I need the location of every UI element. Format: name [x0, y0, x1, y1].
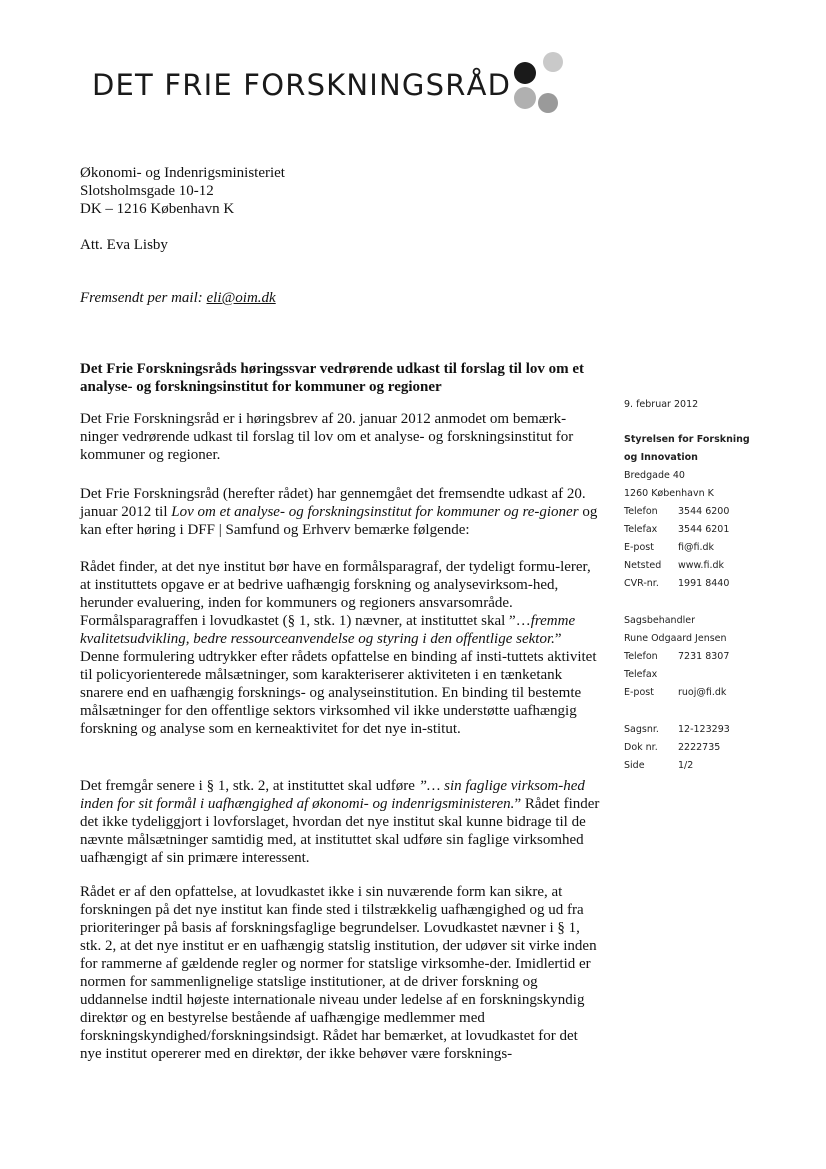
contact-row-label: Netsted [624, 560, 662, 571]
contact-row-value: 3544 6201 [678, 524, 730, 535]
logo-dots-icon [508, 48, 578, 118]
sent-by-mail [80, 290, 276, 307]
contact-row [624, 557, 750, 575]
contact-row [624, 575, 750, 593]
paragraph-5: Rådet er af den opfattelse, at lovudkastet ikke i sin nuværende form kan sikre, at forskningen på det nye institut kan finde sted i tilstrækkelig uafhængighed og ud fra prioriteringer på basis af forskningsfaglige begrundelser. Lovudkastet nævner i § 1, stk. 2, at det nye institut er en uafhængig statslig institution, der udøver sit virke inden for rammerne af gældende regler og normer for statslige virksomhe-der. Imidlertid er normen for sammenlignelige statslige institutioner, at de driver forskning og uddannelse indtil højeste internationale niveau under ledelse af en forskningskyndig direktør og en bestyrelse bestående af uafhængige medlemmer med forskningskyndighed/forskningsindsigt. Rådet har bemærket, at lovudkastet for det nye institut opererer med en direktør, der ikke behøver være forsknings- [80, 884, 597, 1062]
org-contacts [624, 503, 750, 593]
reference-row-label: Dok nr. [624, 742, 658, 753]
paragraph-3 [80, 558, 600, 738]
recipient-line-3: DK – 1216 København K [80, 201, 235, 217]
handler-contact-row-label: E-post [624, 687, 654, 698]
contact-row [624, 503, 750, 521]
org-street: Bredgade 40 [624, 470, 685, 481]
org-name-line-2: og Innovation [624, 452, 698, 463]
contact-row-value: fi@fi.dk [678, 542, 715, 553]
paragraph-2 [80, 485, 600, 539]
quote-italic-2: ”… sin faglige virksom-hed inden for sit formål i uafhængighed af økonomi- og indenrigsministeren. [80, 778, 585, 812]
case-references [624, 721, 730, 775]
paragraph-2-text-c: og kan efter høring i DFF | Samfund og Erhverv bemærke følgende: [80, 504, 598, 538]
org-name-line-1: Styrelsen for Forskning [624, 434, 750, 445]
handler-contact-row [624, 648, 729, 666]
handler-contact-row [624, 684, 729, 702]
paragraph-3-text-a: Rådet finder, at det nye institut bør have en formålsparagraf, der tydeligt formu-lerer, at instituttets opgave er at bedrive uafhængig forskning og analysevirksom-hed, herunder evaluering, inden for kommuners og regioners ansvarsområde. Formålsparagraffen i lovudkastet (§ 1, stk. 1) nævner, at instituttet skal ”… [80, 559, 591, 629]
document-title: Det Frie Forskningsråds høringssvar vedrørende udkast til forslag til lov om et analyse- og forskningsinstitut for kommuner og regioner [80, 361, 585, 395]
reference-row-label: Side [624, 760, 645, 771]
reference-row [624, 757, 730, 775]
letter-date: 9. februar 2012 [624, 399, 699, 410]
contact-row [624, 521, 750, 539]
paragraph-4 [80, 777, 600, 867]
reference-row [624, 739, 730, 757]
reference-row-label: Sagsnr. [624, 724, 659, 735]
recipient-line-2: Slotsholmsgade 10-12 [80, 183, 214, 199]
reference-row [624, 721, 730, 739]
handler-contact-row-label: Telefon [624, 651, 658, 662]
reference-row-value: 2222735 [678, 742, 721, 753]
handler-contact-row-label: Telefax [624, 669, 658, 680]
sidebar-references [624, 721, 730, 775]
contact-row-label: E-post [624, 542, 654, 553]
logo-text: DET FRIE FORSKNINGSRÅD [92, 68, 512, 102]
paragraph-4-text-c: ” Rådet finder det ikke tydeliggjort i lovforslaget, hvordan det nye institut skal kunne bidrage til de nævnte målsætninger samtidig med, at instituttet skal udføre sin faglige virksomhed uafhængigt af sin primære interessent. [80, 796, 600, 866]
law-title-italic: Lov om et analyse- og forskningsinstitut for kommuner og re-gioner [171, 504, 579, 520]
reference-row-value: 1/2 [678, 760, 694, 771]
paragraph-4-text-a: Det fremgår senere i § 1, stk. 2, at instituttet skal udføre [80, 778, 419, 794]
quote-italic-1: fremme kvalitetsudvikling, bedre ressourceanvendelse og styring i den offentlige sektor. [80, 613, 576, 647]
handler-contact-row-value: 7231 8307 [678, 651, 730, 662]
attention-line: Att. Eva Lisby [80, 237, 168, 253]
paragraph-1: Det Frie Forskningsråd er i høringsbrev af 20. januar 2012 anmodet om bemærk-ninger vedrørende udkast til forslag til lov om et analyse- og forskningsinstitut for kommuner og regioner. [80, 411, 574, 463]
handler-contact-row [624, 666, 729, 684]
email-link[interactable]: eli@oim.dk [206, 290, 276, 306]
contact-row-label: Telefax [624, 524, 658, 535]
paragraph-3-text-c: ” Denne formulering udtrykker efter rådets opfattelse en binding af insti-tuttets aktivitet til policyorienterede målsætninger, som karakteriserer aktiviteten i en tænketank snarere end en uafhængig forsknings- og analyseinstitution. En binding til bestemte målsætninger for den offentlige sektors virksomhed vil ikke understøtte uafhængig forskning og analyse som en kerneaktivitet for det nye in-stitut. [80, 631, 597, 737]
contact-row-value: www.fi.dk [678, 560, 724, 571]
handler-name: Rune Odgaard Jensen [624, 633, 727, 644]
handler-contact-row-value: ruoj@fi.dk [678, 687, 727, 698]
reference-row-value: 12-123293 [678, 724, 730, 735]
sent-prefix: Fremsendt per mail: [80, 290, 207, 306]
recipient-address [80, 164, 285, 218]
sidebar-sender [624, 431, 750, 593]
contact-row-label: CVR-nr. [624, 578, 659, 589]
paragraph-2-text-a: Det Frie Forskningsråd (herefter rådet) har gennemgået det fremsendte udkast af 20. januar 2012 til [80, 486, 586, 520]
handler-contacts [624, 648, 729, 702]
org-city: 1260 København K [624, 488, 714, 499]
contact-row-value: 1991 8440 [678, 578, 730, 589]
sidebar-handler [624, 612, 729, 702]
contact-row-label: Telefon [624, 506, 658, 517]
contact-row [624, 539, 750, 557]
handler-title: Sagsbehandler [624, 615, 695, 626]
recipient-line-1: Økonomi- og Indenrigsministeriet [80, 165, 285, 181]
contact-row-value: 3544 6200 [678, 506, 730, 517]
sidebar-date [624, 396, 698, 414]
